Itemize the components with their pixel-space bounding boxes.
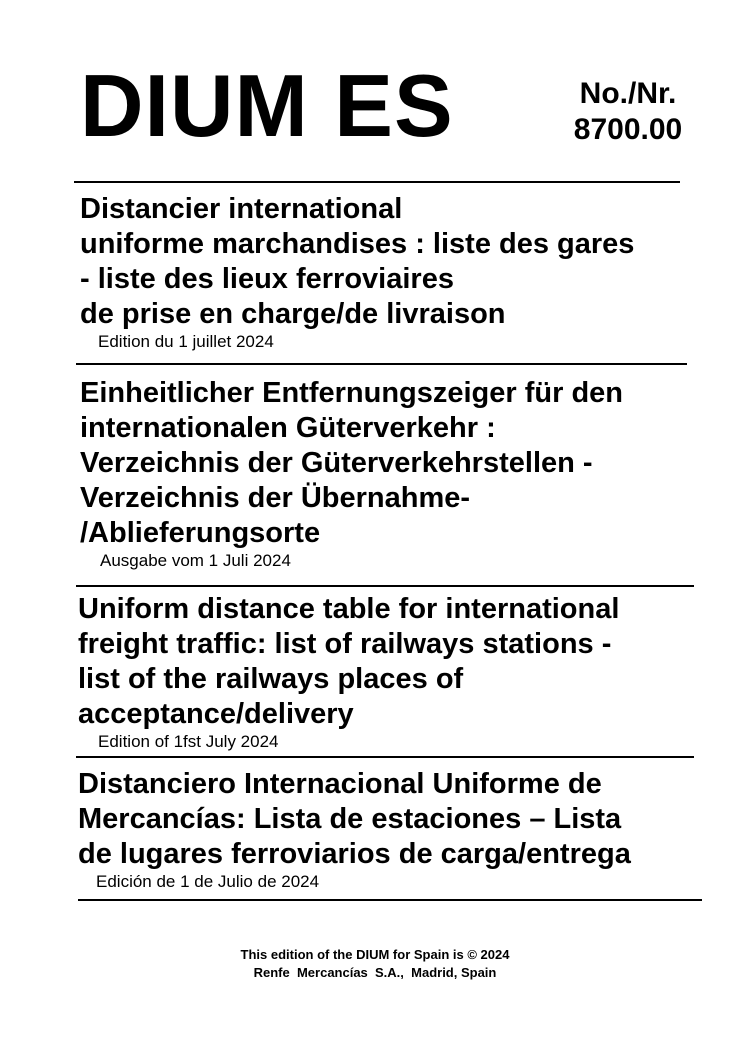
section-heading-line: - liste des lieux ferroviaires bbox=[80, 263, 454, 295]
section-heading-line: Distanciero Internacional Uniforme de bbox=[78, 768, 602, 800]
section-heading-line: de prise en charge/de livraison bbox=[80, 298, 506, 330]
section-heading-line: /Ablieferungsorte bbox=[80, 517, 321, 549]
section-heading-line: list of the railways places of bbox=[78, 663, 464, 695]
divider bbox=[76, 585, 694, 587]
section-de bbox=[80, 376, 623, 571]
section-heading-line: Verzeichnis der Güterverkehrstellen - bbox=[80, 447, 593, 479]
section-heading-line: Uniform distance table for international bbox=[78, 593, 620, 625]
edition-date: Edición de 1 de Julio de 2024 bbox=[96, 872, 320, 891]
document-number-value: 8700.00 bbox=[573, 113, 683, 146]
section-heading-line: freight traffic: list of railways stations - bbox=[78, 628, 612, 660]
divider bbox=[76, 756, 694, 758]
edition-date: Ausgabe vom 1 Juli 2024 bbox=[100, 551, 291, 570]
document-number-label: No./Nr. bbox=[579, 77, 677, 110]
edition-date: Edition of 1fst July 2024 bbox=[98, 732, 279, 751]
edition-date: Edition du 1 juillet 2024 bbox=[98, 332, 274, 351]
section-heading-line: Einheitlicher Entfernungszeiger für den bbox=[80, 377, 624, 409]
section-fr bbox=[80, 192, 634, 352]
divider bbox=[74, 181, 680, 183]
section-heading-line: uniforme marchandises : liste des gares bbox=[80, 228, 635, 260]
section-heading-line: Verzeichnis der Übernahme- bbox=[80, 482, 471, 514]
section-heading-line: de lugares ferroviarios de carga/entrega bbox=[78, 838, 631, 870]
document-number bbox=[548, 76, 708, 148]
copyright-line: This edition of the DIUM for Spain is © 2024 bbox=[240, 947, 510, 962]
section-heading-line: Mercancías: Lista de estaciones – Lista bbox=[78, 803, 622, 835]
section-heading-line: internationalen Güterverkehr : bbox=[80, 412, 496, 444]
section-heading-line: Distancier international bbox=[80, 193, 403, 225]
section-es bbox=[78, 767, 631, 892]
copyright-notice bbox=[0, 946, 750, 982]
divider bbox=[76, 363, 687, 365]
section-heading-line: acceptance/delivery bbox=[78, 698, 354, 730]
section-en bbox=[78, 592, 619, 752]
divider bbox=[78, 899, 702, 901]
document-title: DIUM ES bbox=[80, 56, 454, 155]
publisher-line: Renfe Mercancías S.A., Madrid, Spain bbox=[253, 965, 497, 980]
